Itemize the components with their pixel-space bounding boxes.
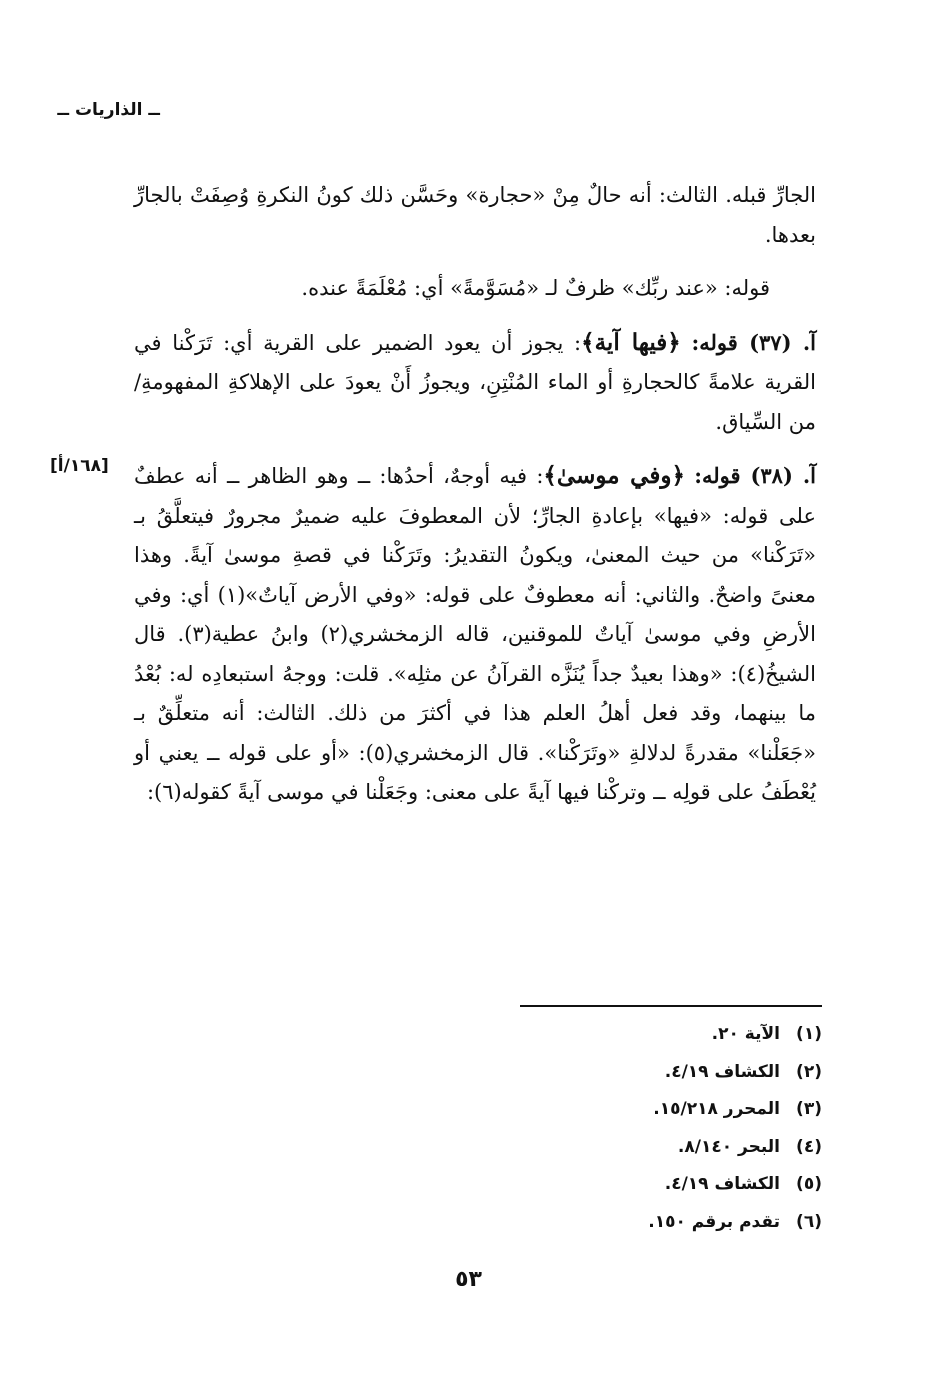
main-text [134,176,816,813]
verse-quote-38: ﴿وفي موسىٰ﴾ [543,462,685,489]
footnote-number: (٤) [796,1136,822,1157]
footnote-number: (١) [796,1024,822,1044]
footnote-text: الكشاف ٤/١٩. [664,1174,780,1195]
commentary-38: : فيه أوجهٌ، أحدُها: ــ وهو الظاهر ــ أنه عطفٌ على قوله: «فيها» بإعادةِ الجارِّ؛ لأن المعطوفَ عليه ضميرٌ مجرورٌ فيتعلَّقُ بـ «تَرَكْنا» من حيث المعنىٰ، ويكونُ التقديرُ: وتَرَكْنا في قصةِ موسىٰ آيةً. وهذا معنىً واضحٌ. والثاني: أنه معطوفٌ على قوله: «وفي الأرض آياتٌ»(١) أي: وفي الأرضِ وفي موسىٰ آياتٌ للموقنين، قاله الزمخشري(٢) وابنُ عطية(٣). قال الشيخُ(٤): «وهذا بعيدٌ جداً يُنَزَّه القرآنُ عن مثلِه». قلت: ووجهُ استبعادِه له: بُعْدُ ما بينهما، وقد فعل أهلُ العلم هذا في أكثرَ من ذلك. الثالث: أنه متعلِّقٌ بـ «جَعَلْنا» مقدرةً لدلالةِ «وتَرَكْنا». قال الزمخشري(٥): «أو على قوله ــ يعني أو يُعْطَفُ على قولِه ــ وتركْنا فيها آيةً على معنى: وجَعَلْنا في موسى آيةً كقوله(٦): [134,464,816,804]
footnote-item [422,1135,822,1173]
commentary-37: : يجوز أن يعود الضمير على القرية أي: تَرَكْنا في القرية علامةً كالحجارةِ أو الماء المُنْتِنِ، ويجوزُ أَنْ يعودَ على الإهلاكةِ المفهومةِ/ من السِّياق. [134,330,816,434]
footnote-item [422,1210,822,1248]
paragraph-4 [134,456,816,813]
footnote-divider [520,1005,822,1007]
footnotes [422,1022,822,1248]
verse-quote-37: ﴿فيها آية﴾ [581,328,681,356]
page-number: ٥٣ [455,1267,482,1292]
footnote-item [422,1097,822,1135]
footnote-text: البحر ٨/١٤٠. [677,1136,780,1157]
footnote-text: المحرر ١٥/٢١٨. [653,1099,780,1120]
paragraph-2: قوله: «عند ربِّك» ظرفٌ لـ «مُسَوَّمةً» أي: مُعْلَمَةً عنده. [301,276,770,300]
margin-reference: [١٦٨/أ] [50,456,109,476]
footnote-item [422,1172,822,1210]
footnote-item [422,1022,822,1060]
paragraph-3 [134,323,816,443]
verse-label-38: آ. (٣٨) قوله: [694,463,816,488]
verse-label-37: آ. (٣٧) قوله: [691,329,816,355]
footnote-text: تقدم برقم ١٥٠. [648,1211,780,1232]
running-head: ــ الذاريات ــ [57,100,160,120]
footnote-number: (٣) [796,1099,822,1120]
footnote-text: الكشاف ٤/١٩. [664,1061,780,1082]
footnote-item [422,1060,822,1098]
footnote-number: (٦) [796,1211,822,1232]
paragraph-1: الجارِّ قبله. الثالث: أنه حالٌ مِنْ «حجارة» وحَسَّن ذلك كونُ النكرةِ وُصِفَتْ بالجارِّ بعدها. [134,183,816,247]
footnote-number: (٥) [796,1174,822,1195]
footnote-number: (٢) [796,1061,822,1082]
footnote-text: الآية ٢٠. [711,1024,780,1044]
